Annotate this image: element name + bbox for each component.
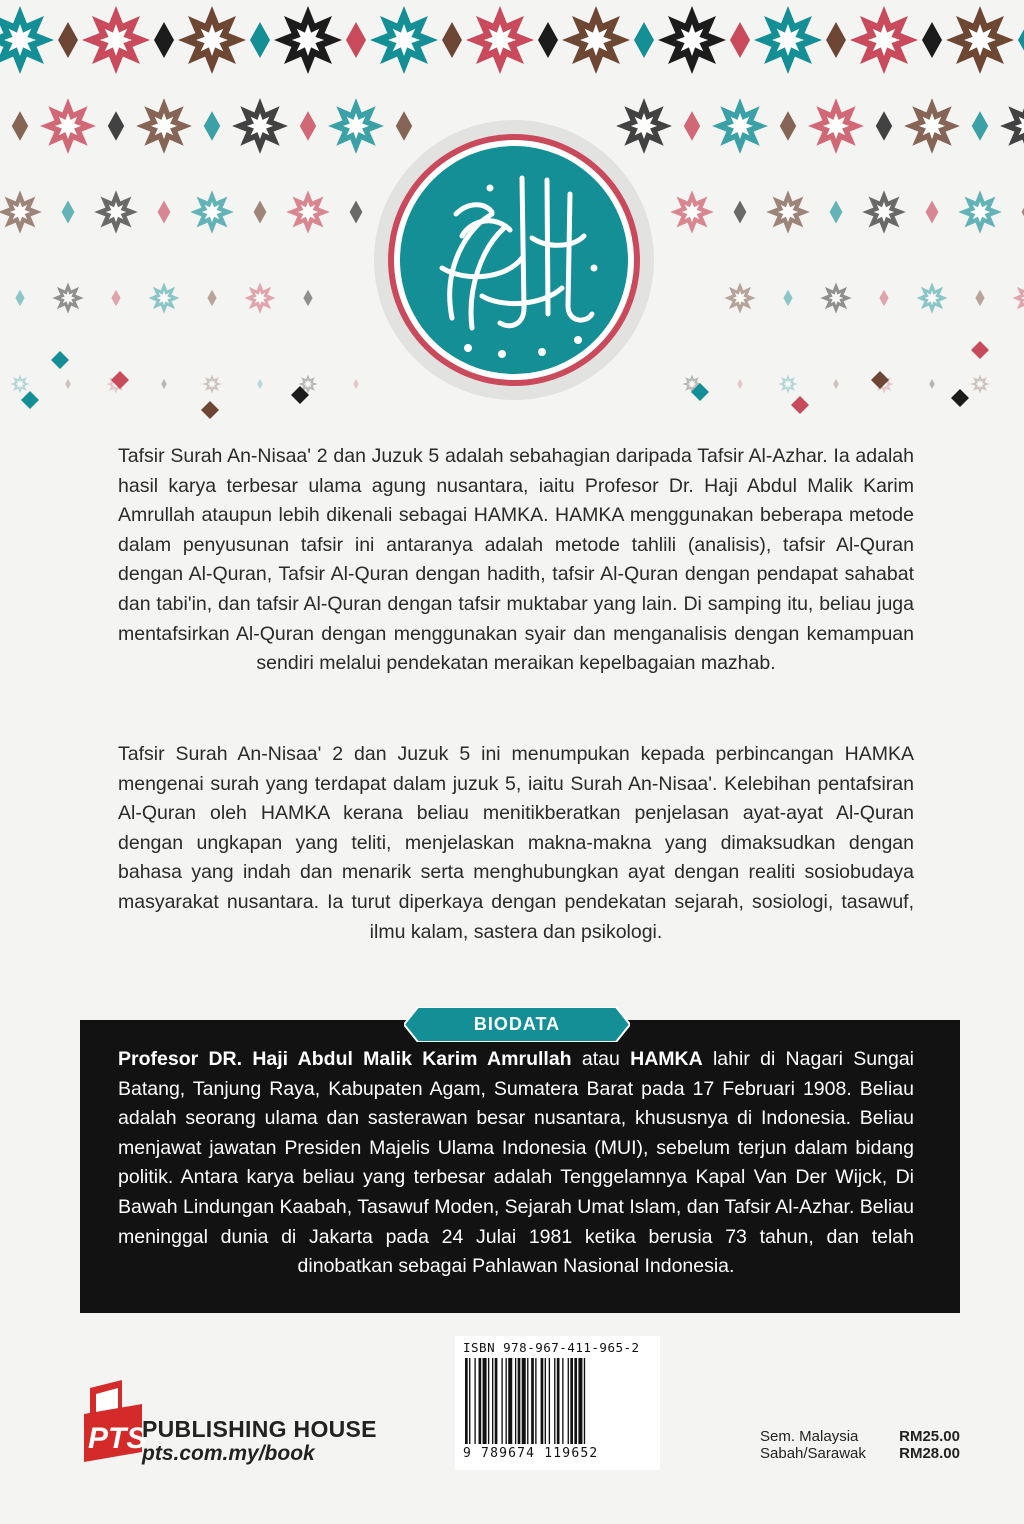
isbn-digits: 9 789674 119652 <box>463 1446 599 1461</box>
description-paragraph-2: Tafsir Surah An-Nisaa' 2 dan Juzuk 5 ini menumpukan kepada perbincangan HAMKA mengenai surah yang terdapat dalam juzuk 5, iaitu Surah An-Nisaa'. Kelebihan pentafsiran Al-Quran oleh HAMKA kerana beliau menitikberatkan penjelasan ayat-ayat Al-Quran dengan ungkapan yang teliti, menjelaskan makna-makna yang dimaksudkan dengan bahasa yang indah dan menarik serta menghubungkan ayat dengan realiti sosiobudaya masyarakat nusantara. Ia turut diperkaya dengan pendekatan sejarah, sosiologi, tasawuf, ilmu kalam, sastera dan psikologi. <box>118 743 914 943</box>
biodata-heading: BIODATA <box>473 1014 561 1034</box>
barcode-bar <box>522 1358 526 1444</box>
pattern-tile <box>808 98 892 154</box>
pattern-fragment <box>201 401 219 419</box>
pattern-tile <box>0 98 28 154</box>
pattern-tile <box>136 98 220 154</box>
quran-calligraphy-medallion-icon <box>372 118 656 402</box>
biodata-body: lahir di Nagari Sungai Batang, Tanjung Raya, Kabupaten Agam, Sumatera Barat pada 17 Februari 1908. Beliau adalah seorang ulama dan sasterawan besar nusantara, khususnya di Indonesia. Beliau menjawat jawatan Presiden Majelis Ulama Indonesia (MUI), sebelum terjun dalam bidang politik. Antara karya beliau yang terbesar adalah Tenggelamnya Kapal Van Der Wijck, Di Bawah Lindungan Kaabah, Tasawuf Moden, Sejarah Umat Islam, dan Tafsir Al-Azhar. Beliau meninggal dunia di Jakarta pada 24 Julai 1981 ketika berusia 73 tahun, dan telah dinobatkan sebagai Pahlawan Nasional Indonesia. <box>118 1048 915 1278</box>
pattern-tile <box>958 190 1024 234</box>
barcode-bar <box>557 1358 560 1444</box>
pattern-fragment <box>791 396 809 414</box>
barcode-bar <box>545 1358 546 1444</box>
barcode-bar <box>506 1358 507 1444</box>
logo-text: PTS <box>88 1422 147 1455</box>
barcode-bar <box>568 1358 569 1444</box>
biodata-heading-tab <box>404 1007 630 1042</box>
barcode-bar <box>549 1358 550 1444</box>
pattern-tile <box>82 6 174 74</box>
pattern-tile <box>850 6 942 74</box>
pattern-tile <box>683 375 743 394</box>
barcode-bar <box>584 1358 585 1444</box>
isbn-label: ISBN 978-967-411-965-2 <box>463 1340 640 1355</box>
isbn-barcode <box>455 1336 660 1470</box>
pattern-tile <box>670 190 746 234</box>
barcode-bar <box>570 1358 573 1444</box>
barcode-bar <box>488 1358 489 1444</box>
pattern-tile <box>0 282 25 313</box>
pattern-tile <box>562 6 654 74</box>
price-amount: RM28.00 <box>899 1445 960 1462</box>
barcode-bar <box>483 1358 487 1444</box>
pattern-tile <box>766 190 842 234</box>
pattern-fragment <box>971 341 989 359</box>
pattern-tile <box>466 6 558 74</box>
pattern-tile <box>904 98 988 154</box>
barcode-bar <box>578 1358 582 1444</box>
pattern-tile <box>178 6 270 74</box>
pattern-tile <box>779 375 839 394</box>
pattern-tile <box>1000 98 1024 154</box>
pattern-tile <box>40 98 124 154</box>
barcode-bar <box>469 1358 470 1444</box>
barcode-bar <box>541 1358 544 1444</box>
pattern-tile <box>971 375 1024 394</box>
barcode-bar <box>554 1358 555 1444</box>
author-name: Profesor DR. Haji Abdul Malik Karim Amrullah <box>118 1048 572 1070</box>
pattern-tile <box>11 375 71 394</box>
pattern-tile <box>286 190 362 234</box>
price-region: Sabah/Sarawak <box>760 1445 866 1462</box>
pattern-fragment <box>51 351 69 369</box>
barcode-bar <box>492 1358 493 1444</box>
description-paragraph-1: Tafsir Surah An-Nisaa' 2 dan Juzuk 5 adalah sebahagian daripada Tafsir Al-Azhar. Ia adalah hasil karya terbesar ulama agung nusantara, iaitu Profesor Dr. Haji Abdul Malik Karim Amrullah ataupun lebih dikenali sebagai HAMKA. HAMKA menggunakan beberapa metode dalam penyusunan tafsir ini antaranya adalah metode tahlili (analisis), tafsir Al-Quran dengan Al-Quran, Tafsir Al-Quran dengan hadith, tafsir Al-Quran dengan pendapat sahabat dan tabi'in, dan tafsir Al-Quran dengan tafsir muktabar yang lain. Di samping itu, beliau juga mentafsirkan Al-Quran dengan menggunakan syair dan menganalisis dengan kemampuan sendiri melalui pendekatan meraikan kepelbagaian mazhab. <box>118 445 914 675</box>
publisher-name: PUBLISHING HOUSE <box>142 1416 377 1442</box>
barcode-bar <box>474 1358 475 1444</box>
pattern-tile <box>94 190 170 234</box>
pattern-tile <box>712 98 796 154</box>
pattern-tile <box>299 375 359 394</box>
price-amount: RM25.00 <box>899 1428 960 1445</box>
pattern-fragment <box>21 391 39 409</box>
price-row <box>760 1445 960 1462</box>
pattern-tile <box>148 282 216 313</box>
price-list <box>760 1428 960 1462</box>
barcode-bar <box>479 1358 482 1444</box>
pattern-tile <box>946 6 1024 74</box>
biodata-text <box>118 1045 914 1282</box>
pattern-tile <box>0 190 74 234</box>
biodata-connector: atau <box>571 1048 631 1070</box>
publisher-url[interactable]: pts.com.my/book <box>142 1442 315 1465</box>
pattern-tile <box>190 190 266 234</box>
author-alias: HAMKA <box>630 1048 703 1070</box>
pattern-tile <box>52 282 120 313</box>
barcode-bar <box>508 1358 512 1444</box>
price-region: Sem. Malaysia <box>760 1428 859 1445</box>
barcode-bar <box>501 1358 502 1444</box>
barcode-bar <box>518 1358 521 1444</box>
pattern-tile <box>370 6 462 74</box>
barcode-bar <box>535 1358 536 1444</box>
pattern-tile <box>274 6 366 74</box>
pattern-tile <box>916 282 984 313</box>
pattern-tile <box>724 282 792 313</box>
pts-logo-icon <box>82 1380 148 1464</box>
barcode-bar <box>562 1358 563 1444</box>
pattern-tile <box>244 282 312 313</box>
barcode-bar <box>495 1358 498 1444</box>
barcode-bar <box>465 1358 468 1444</box>
pattern-tile <box>1012 282 1024 313</box>
barcode-bar <box>531 1358 534 1444</box>
pattern-tile <box>203 375 263 394</box>
barcode-bar <box>527 1358 528 1444</box>
pattern-tile <box>658 6 750 74</box>
pattern-tile <box>754 6 846 74</box>
pattern-tile <box>820 282 888 313</box>
pattern-fragment <box>951 389 969 407</box>
pattern-tile <box>862 190 938 234</box>
pattern-tile <box>232 98 316 154</box>
barcode-bar <box>515 1358 516 1444</box>
pattern-tile <box>0 6 78 74</box>
barcode-bar <box>574 1358 577 1444</box>
price-row <box>760 1428 960 1445</box>
barcode-icon <box>463 1358 653 1446</box>
